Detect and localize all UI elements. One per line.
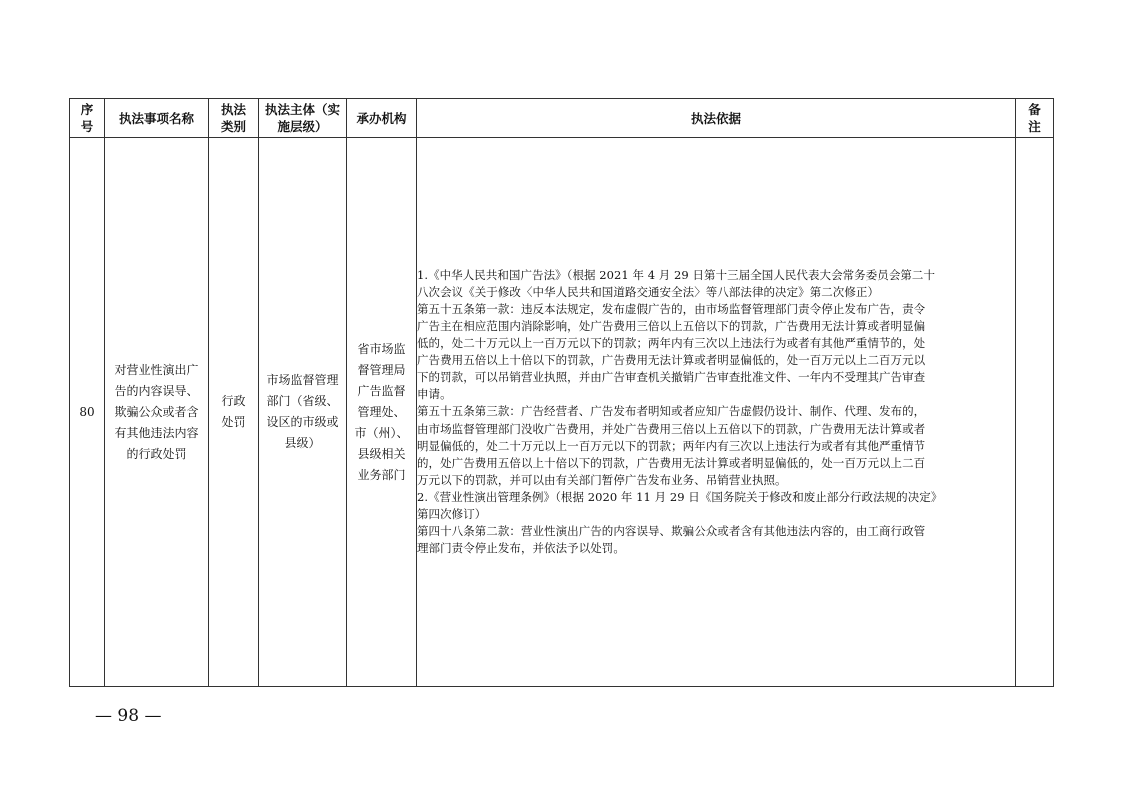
header-remark-label: 备注 [1028, 102, 1041, 134]
header-item-name-label: 执法事项名称 [118, 110, 194, 126]
header-item-name [105, 99, 209, 138]
basis-line: 第四十八条第二款：营业性演出广告的内容误导、欺骗公众或者含有其他违法内容的，由工商行政管 [417, 524, 926, 539]
row-basis-cell [417, 138, 1016, 687]
basis-line: 的，处广告费用五倍以上十倍以下的罚款，广告费用无法计算或者明显偏低的，处一百万元以上二百 [417, 455, 926, 470]
table-row [70, 138, 1054, 687]
row-remark-cell [1016, 138, 1054, 687]
law-enforcement-table [69, 98, 1054, 687]
basis-line: 下的罚款，可以吊销营业执照，并由广告审查机关撤销广告审查批准文件、一年内不受理其广告审查 [417, 370, 926, 385]
row-subject-cell [259, 138, 347, 687]
row-category: 行政处罚 [221, 394, 246, 429]
basis-line: 申请。 [417, 387, 452, 402]
header-category-label: 执法类别 [220, 102, 246, 134]
basis-line: 万元以下的罚款，并可以由有关部门暂停广告发布业务、吊销营业执照。 [417, 472, 787, 487]
header-category [209, 99, 259, 138]
table-header-row [70, 99, 1054, 138]
law-enforcement-sheet [69, 98, 1053, 687]
header-seq-label: 序号 [80, 102, 94, 134]
page-number: — 98 — [95, 706, 162, 726]
row-category-cell [209, 138, 259, 687]
row-agency: 省市场监督管理局广告监督管理处、市（州）、县级相关业务部门 [354, 341, 409, 482]
header-basis-label: 执法依据 [690, 110, 741, 126]
basis-line: 广告费用五倍以上十倍以下的罚款，广告费用无法计算或者明显偏低的，处一百万元以上二百万元以 [417, 353, 926, 368]
basis-line: 第五十五条第一款：违反本法规定，发布虚假广告的，由市场监督管理部门责令停止发布广告，责令 [417, 301, 926, 316]
header-seq [70, 99, 105, 138]
basis-line: 2.《营业性演出管理条例》（根据 2020 年 11 月 29 日《国务院关于修改和废止部分行政法规的决定》 [417, 489, 943, 504]
row-subject: 市场监督管理部门（省级、设区的市级或县级） [266, 373, 339, 450]
basis-line: 1.《中华人民共和国广告法》（根据 2021 年 4 月 29 日第十三届全国人民代表大会常务委员会第二十 [417, 267, 936, 282]
basis-line: 广告主在相应范围内消除影响，处广告费用三倍以上五倍以下的罚款，广告费用无法计算或者明显偏 [417, 318, 926, 333]
basis-line: 八次会议《关于修改〈中华人民共和国道路交通安全法〉等八部法律的决定》第二次修正） [417, 284, 879, 299]
row-item-name-cell [105, 138, 209, 687]
row-seq: 80 [79, 405, 95, 419]
header-basis [417, 99, 1016, 138]
header-subject-label: 执法主体（实施层级） [264, 102, 340, 134]
basis-text [417, 267, 1015, 558]
basis-line: 低的，处二十万元以上一百万元以下的罚款；两年内有三次以上违法行为或者有其他严重情节的，处 [417, 336, 926, 351]
basis-line: 由市场监督管理部门没收广告费用，并处广告费用三倍以上五倍以下的罚款，广告费用无法计算或者 [417, 421, 926, 436]
basis-line: 第五十五条第三款：广告经营者、广告发布者明知或者应知广告虚假仍设计、制作、代理、发布的， [417, 404, 926, 419]
header-remark [1016, 99, 1054, 138]
row-seq-cell [70, 138, 105, 687]
row-agency-cell [347, 138, 417, 687]
basis-line: 明显偏低的，处二十万元以上一百万元以下的罚款；两年内有三次以上违法行为或者有其他严重情节 [417, 438, 926, 453]
header-subject [259, 99, 347, 138]
basis-line: 第四次修订） [417, 507, 487, 522]
header-agency [347, 99, 417, 138]
basis-line: 理部门责令停止发布，并依法予以处罚。 [417, 541, 625, 556]
row-item-name: 对营业性演出广告的内容误导、欺骗公众或者含有其他违法内容的行政处罚 [114, 362, 199, 461]
header-agency-label: 承办机构 [356, 110, 407, 126]
